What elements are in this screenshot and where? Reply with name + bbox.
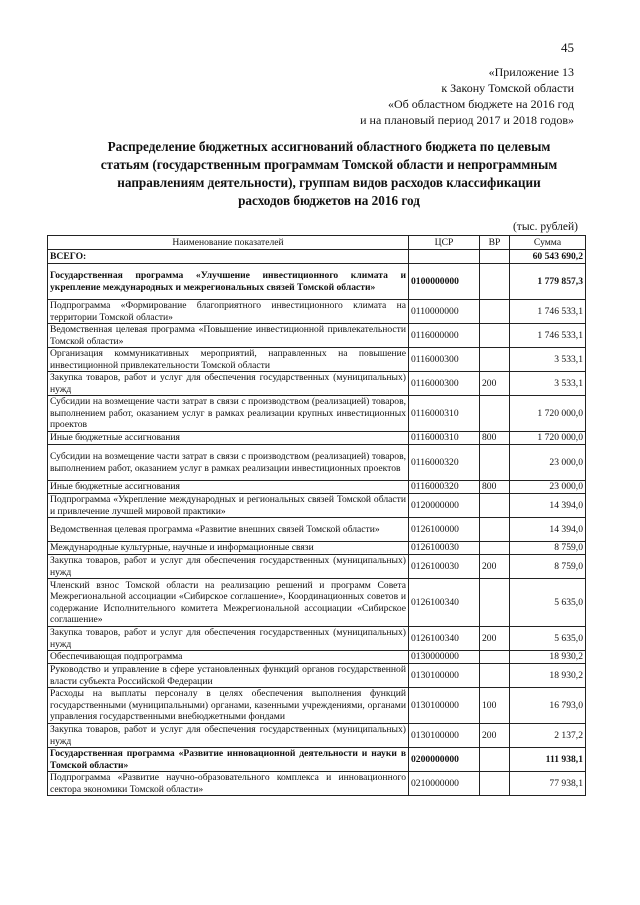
- row-name: Организация коммуникативных мероприятий, направленных на повышение инвестиционной привлекательности Томской области: [48, 348, 409, 372]
- header-name: Наименование показателей: [48, 236, 409, 250]
- row-name: Государственная программа «Развитие инновационной деятельности и науки в Томской области»: [48, 748, 409, 772]
- row-code: 0116000310: [409, 432, 480, 445]
- row-vr: [480, 264, 510, 300]
- row-sum: 1 720 000,0: [510, 396, 586, 432]
- row-sum: 16 793,0: [510, 688, 586, 724]
- row-vr: [480, 396, 510, 432]
- row-vr: [480, 542, 510, 555]
- row-vr: [480, 250, 510, 264]
- row-name: Подпрограмма «Развитие научно-образовательного комплекса и инновационного сектора экономики Томской области»: [48, 772, 409, 796]
- row-vr: [480, 348, 510, 372]
- table-row: [48, 724, 586, 748]
- row-code: 0100000000: [409, 264, 480, 300]
- table-row: [48, 250, 586, 264]
- table-row: [48, 300, 586, 324]
- row-sum: 1 746 533,1: [510, 300, 586, 324]
- title-line-2: статьям (государственным программам Томской области и непрограммным: [100, 157, 558, 172]
- row-name: Членский взнос Томской области на реализацию решений и программ Совета Межрегиональной ассоциации «Сибирское соглашение», Координационных советов и содержание Исполнительного комитета Межрегиональной ассоциации «Сибирское соглашение»: [48, 579, 409, 627]
- row-vr: 800: [480, 481, 510, 494]
- title-line-1: Распределение бюджетных ассигнований областного бюджета по целевым: [107, 139, 551, 154]
- table-row: [48, 555, 586, 579]
- row-code: 0130100000: [409, 688, 480, 724]
- row-vr: [480, 651, 510, 664]
- row-code: 0116000000: [409, 324, 480, 348]
- row-sum: 23 000,0: [510, 481, 586, 494]
- row-sum: 1 746 533,1: [510, 324, 586, 348]
- table-row: [48, 264, 586, 300]
- table-row: [48, 651, 586, 664]
- row-sum: 8 759,0: [510, 542, 586, 555]
- row-sum: 1 720 000,0: [510, 432, 586, 445]
- appendix-header: [360, 64, 574, 128]
- table-row: [48, 348, 586, 372]
- row-sum: 5 635,0: [510, 579, 586, 627]
- header-code: ЦСР: [409, 236, 480, 250]
- row-code: 0116000310: [409, 396, 480, 432]
- row-vr: [480, 748, 510, 772]
- row-name: Ведомственная целевая программа «Повышение инвестиционной привлекательности Томской области»: [48, 324, 409, 348]
- document-title: [86, 138, 572, 210]
- row-code: 0200000000: [409, 748, 480, 772]
- row-sum: 14 394,0: [510, 494, 586, 518]
- row-vr: [480, 772, 510, 796]
- table-row: [48, 518, 586, 542]
- row-sum: 111 938,1: [510, 748, 586, 772]
- row-name: Государственная программа «Улучшение инвестиционного климата и укрепление международных и межрегиональных связей Томской области»: [48, 264, 409, 300]
- row-vr: 200: [480, 627, 510, 651]
- row-vr: 100: [480, 688, 510, 724]
- row-sum: 3 533,1: [510, 372, 586, 396]
- row-code: 0130100000: [409, 664, 480, 688]
- row-sum: 2 137,2: [510, 724, 586, 748]
- row-vr: 200: [480, 724, 510, 748]
- row-name: Субсидии на возмещение части затрат в связи с производством (реализацией) товаров, выполнением работ, оказанием услуг в рамках реализации инвестиционных проектов: [48, 445, 409, 481]
- row-code: 0120000000: [409, 494, 480, 518]
- table-row: [48, 542, 586, 555]
- row-name: Закупка товаров, работ и услуг для обеспечения государственных (муниципальных) нужд: [48, 372, 409, 396]
- row-sum: 3 533,1: [510, 348, 586, 372]
- row-code: 0126100030: [409, 555, 480, 579]
- table-row: [48, 664, 586, 688]
- row-vr: [480, 445, 510, 481]
- table-row: [48, 688, 586, 724]
- page-number: 45: [561, 40, 574, 55]
- appendix-line-3: «Об областном бюджете на 2016 год: [388, 97, 574, 111]
- row-vr: [480, 324, 510, 348]
- row-sum: 8 759,0: [510, 555, 586, 579]
- table-row: [48, 432, 586, 445]
- appendix-line-2: к Закону Томской области: [441, 81, 574, 95]
- header-sum: Сумма: [510, 236, 586, 250]
- row-name: Закупка товаров, работ и услуг для обеспечения государственных (муниципальных) нужд: [48, 724, 409, 748]
- units-label: (тыс. рублей): [512, 221, 578, 233]
- row-sum: 14 394,0: [510, 518, 586, 542]
- row-vr: [480, 518, 510, 542]
- table-row: [48, 748, 586, 772]
- row-vr: [480, 579, 510, 627]
- row-sum: 18 930,2: [510, 664, 586, 688]
- row-vr: [480, 494, 510, 518]
- row-code: 0116000300: [409, 348, 480, 372]
- row-sum: 23 000,0: [510, 445, 586, 481]
- appendix-line-1: «Приложение 13: [488, 65, 574, 79]
- table-row: [48, 494, 586, 518]
- row-sum: 1 779 857,3: [510, 264, 586, 300]
- row-name: Подпрограмма «Укрепление международных и региональных связей Томской области и привлечение лучшей мировой практики»: [48, 494, 409, 518]
- row-name: Иные бюджетные ассигнования: [48, 432, 409, 445]
- table-row: [48, 627, 586, 651]
- row-code: 0130000000: [409, 651, 480, 664]
- row-code: 0126100000: [409, 518, 480, 542]
- budget-table: [47, 235, 586, 796]
- table-header-row: [48, 236, 586, 250]
- row-sum: 77 938,1: [510, 772, 586, 796]
- row-code: 0116000320: [409, 445, 480, 481]
- row-sum: 5 635,0: [510, 627, 586, 651]
- title-line-3: направлениям деятельности), группам видов расходов классификации: [117, 175, 541, 190]
- row-name: Расходы на выплаты персоналу в целях обеспечения выполнения функций государственными (муниципальными) органами, казенными учреждениями, органами управления государственными внебюджетными фондами: [48, 688, 409, 724]
- row-sum: 18 930,2: [510, 651, 586, 664]
- appendix-line-4: и на плановый период 2017 и 2018 годов»: [360, 113, 574, 127]
- row-code: 0110000000: [409, 300, 480, 324]
- row-name: Закупка товаров, работ и услуг для обеспечения государственных (муниципальных) нужд: [48, 555, 409, 579]
- row-code: 0126100340: [409, 627, 480, 651]
- row-vr: 800: [480, 432, 510, 445]
- row-code: 0210000000: [409, 772, 480, 796]
- row-sum: 60 543 690,2: [510, 250, 586, 264]
- header-vr: ВР: [480, 236, 510, 250]
- row-code: 0116000320: [409, 481, 480, 494]
- row-name: Руководство и управление в сфере установленных функций органов государственной власти субъекта Российской Федерации: [48, 664, 409, 688]
- row-name: Иные бюджетные ассигнования: [48, 481, 409, 494]
- row-vr: 200: [480, 555, 510, 579]
- row-name: Обеспечивающая подпрограмма: [48, 651, 409, 664]
- row-code: 0130100000: [409, 724, 480, 748]
- table-row: [48, 396, 586, 432]
- row-code: 0116000300: [409, 372, 480, 396]
- row-name: Международные культурные, научные и информационные связи: [48, 542, 409, 555]
- row-vr: [480, 664, 510, 688]
- row-code: 0126100340: [409, 579, 480, 627]
- table-body: [48, 250, 586, 796]
- row-name: ВСЕГО:: [48, 250, 409, 264]
- row-code: 0126100030: [409, 542, 480, 555]
- row-name: Ведомственная целевая программа «Развитие внешних связей Томской области»: [48, 518, 409, 542]
- row-vr: [480, 300, 510, 324]
- title-line-4: расходов бюджетов на 2016 год: [238, 193, 420, 208]
- table-row: [48, 772, 586, 796]
- row-name: Закупка товаров, работ и услуг для обеспечения государственных (муниципальных) нужд: [48, 627, 409, 651]
- table-row: [48, 372, 586, 396]
- row-code: [409, 250, 480, 264]
- table-row: [48, 481, 586, 494]
- table-row: [48, 445, 586, 481]
- table-row: [48, 579, 586, 627]
- row-name: Субсидии на возмещение части затрат в связи с производством (реализацией) товаров, выполнением работ, оказанием услуг в рамках реализации крупных инвестиционных проектов: [48, 396, 409, 432]
- row-name: Подпрограмма «Формирование благоприятного инвестиционного климата на территории Томской области»: [48, 300, 409, 324]
- row-vr: 200: [480, 372, 510, 396]
- table-row: [48, 324, 586, 348]
